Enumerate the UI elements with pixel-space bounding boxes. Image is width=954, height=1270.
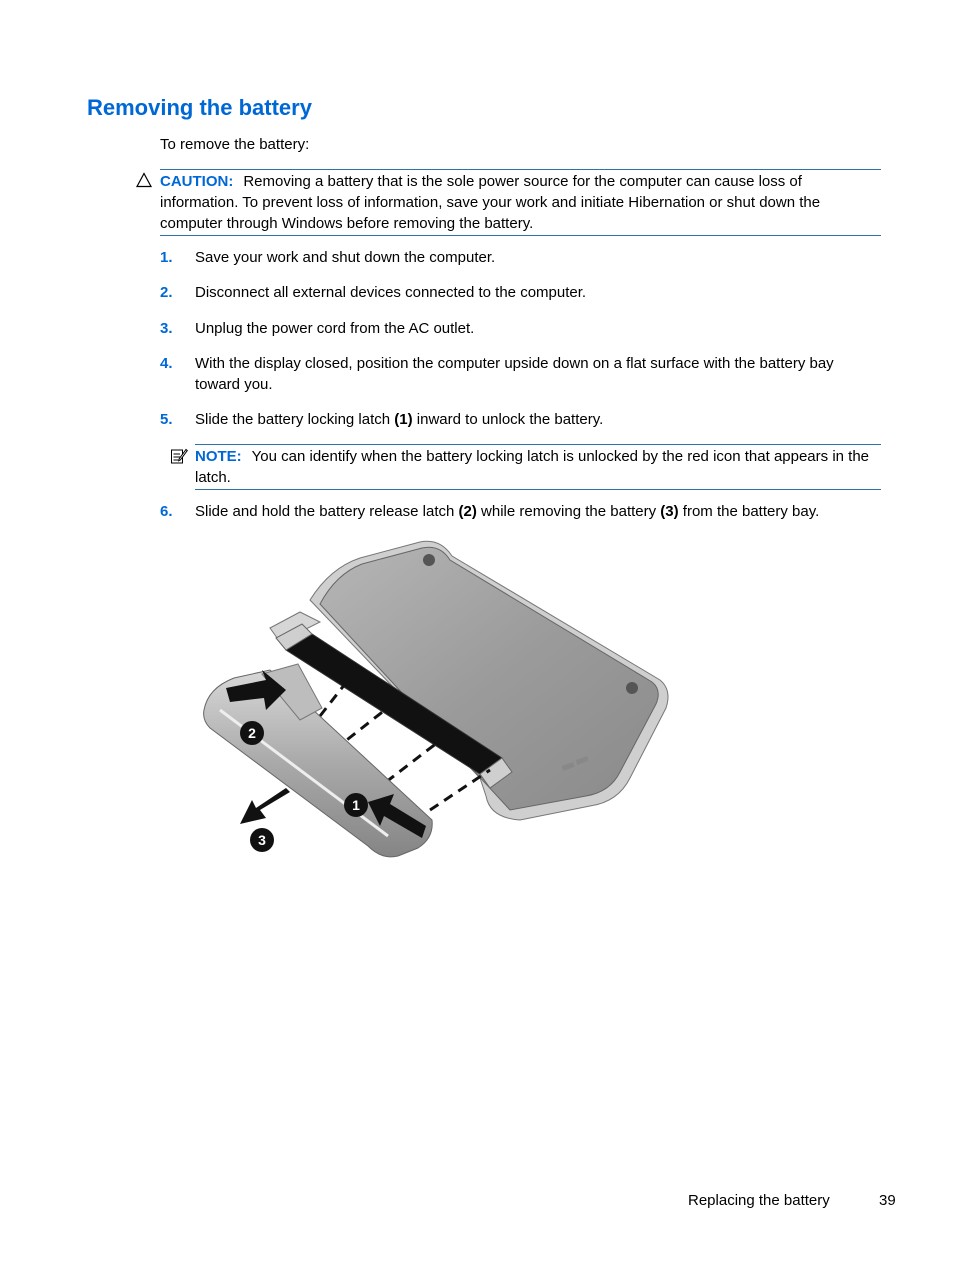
callout-3: 3 bbox=[258, 832, 266, 848]
step-number: 6. bbox=[160, 503, 173, 520]
callout-1: 1 bbox=[352, 797, 360, 813]
step-number: 5. bbox=[160, 411, 173, 428]
step-2 bbox=[160, 282, 881, 303]
step-text: With the display closed, position the computer upside down on a flat surface with the battery bay toward you. bbox=[195, 355, 834, 393]
note-text: You can identify when the battery locking latch is unlocked by the red icon that appears in the latch. bbox=[195, 448, 870, 486]
step-number: 4. bbox=[160, 355, 173, 372]
step-number: 1. bbox=[160, 249, 173, 266]
step-5 bbox=[160, 409, 881, 430]
step-text: Unplug the power cord from the AC outlet. bbox=[195, 320, 475, 337]
step-text: Disconnect all external devices connected to the computer. bbox=[195, 284, 587, 301]
note-pencil-icon bbox=[170, 447, 188, 465]
intro-text: To remove the battery: bbox=[160, 136, 310, 153]
step-6 bbox=[160, 501, 881, 522]
step-number: 3. bbox=[160, 320, 173, 337]
step-number: 2. bbox=[160, 284, 173, 301]
caution-box bbox=[160, 169, 881, 236]
note-label: NOTE: bbox=[195, 448, 242, 465]
step-4 bbox=[160, 353, 881, 395]
caution-text: Removing a battery that is the sole power source for the computer can cause loss of information. To prevent loss of information, save your work and initiate Hibernation or shut down the computer through Windows before removing the battery. bbox=[160, 173, 821, 232]
step-3 bbox=[160, 318, 881, 339]
step-text: Slide and hold the battery release latch (2) while removing the battery (3) from the battery bay. bbox=[195, 503, 820, 520]
note-box bbox=[195, 444, 881, 490]
caution-triangle-icon bbox=[136, 172, 152, 188]
footer-section-title: Replacing the battery bbox=[688, 1192, 830, 1209]
caution-label: CAUTION: bbox=[160, 173, 234, 190]
step-text: Slide the battery locking latch (1) inward to unlock the battery. bbox=[195, 411, 604, 428]
step-text: Save your work and shut down the computer. bbox=[195, 249, 496, 266]
step-1 bbox=[160, 247, 881, 268]
callout-2: 2 bbox=[248, 725, 256, 741]
battery-removal-illustration bbox=[190, 538, 680, 878]
page-number: 39 bbox=[879, 1192, 896, 1209]
page-title: Removing the battery bbox=[87, 95, 312, 120]
